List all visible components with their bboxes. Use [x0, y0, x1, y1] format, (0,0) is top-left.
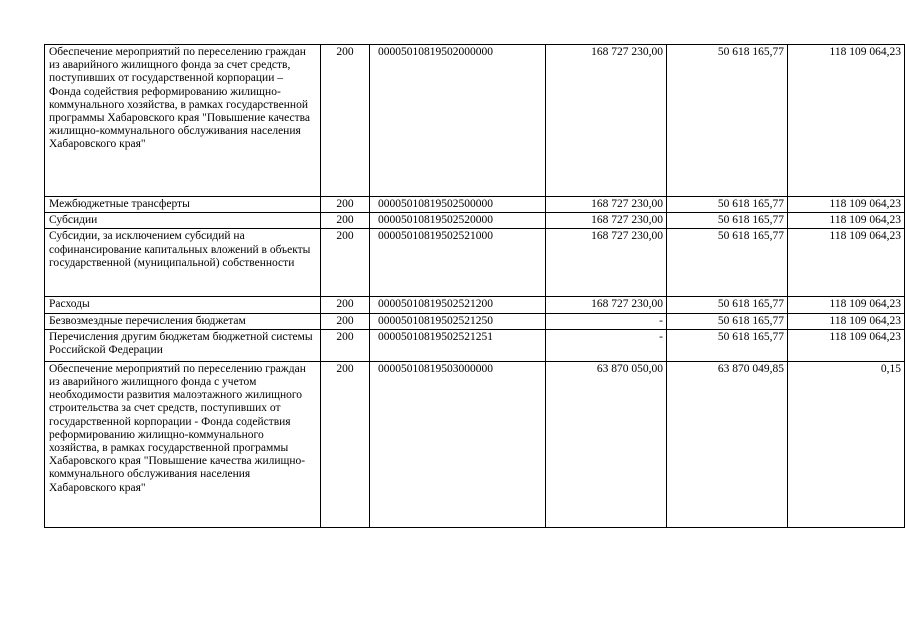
row-approved-amount: 168 727 230,00: [546, 197, 667, 213]
row-unexecuted-amount: 118 109 064,23: [788, 197, 905, 213]
row-executed-amount: 63 870 049,85: [667, 361, 788, 527]
row-unexecuted-amount: 118 109 064,23: [788, 313, 905, 329]
row-unexecuted-amount: 0,15: [788, 361, 905, 527]
row-unexecuted-amount: 118 109 064,23: [788, 45, 905, 197]
budget-table-page: [44, 44, 905, 528]
row-line-code: 200: [321, 329, 370, 361]
budget-execution-table: [44, 44, 905, 528]
table-row: [45, 229, 905, 297]
row-line-code: 200: [321, 361, 370, 527]
row-line-code: 200: [321, 197, 370, 213]
row-approved-amount: 168 727 230,00: [546, 297, 667, 313]
row-line-code: 200: [321, 297, 370, 313]
row-name: Перечисления другим бюджетам бюджетной системы Российской Федерации: [45, 329, 321, 361]
row-unexecuted-amount: 118 109 064,23: [788, 213, 905, 229]
row-name: Безвозмездные перечисления бюджетам: [45, 313, 321, 329]
row-approved-amount: -: [546, 329, 667, 361]
row-line-code: 200: [321, 229, 370, 297]
row-name: Субсидии: [45, 213, 321, 229]
row-executed-amount: 50 618 165,77: [667, 297, 788, 313]
row-executed-amount: 50 618 165,77: [667, 213, 788, 229]
row-line-code: 200: [321, 45, 370, 197]
table-row: [45, 313, 905, 329]
row-approved-amount: -: [546, 313, 667, 329]
row-name: Обеспечение мероприятий по переселению граждан из аварийного жилищного фонда за счет средств, поступивших от государственной корпорации – Фонда содействия реформированию жилищно-коммунального хозяйства, в рамках государственной программы Хабаровского края "Повышение качества жилищно-коммунального обслуживания населения Хабаровского края": [45, 45, 321, 197]
row-name: Субсидии, за исключением субсидий на софинансирование капитальных вложений в объекты государственной (муниципальной) собственности: [45, 229, 321, 297]
row-budget-code: 00005010819502521200: [370, 297, 546, 313]
row-executed-amount: 50 618 165,77: [667, 45, 788, 197]
row-unexecuted-amount: 118 109 064,23: [788, 229, 905, 297]
row-name: Межбюджетные трансферты: [45, 197, 321, 213]
row-unexecuted-amount: 118 109 064,23: [788, 329, 905, 361]
row-line-code: 200: [321, 313, 370, 329]
row-budget-code: 00005010819502500000: [370, 197, 546, 213]
row-executed-amount: 50 618 165,77: [667, 313, 788, 329]
row-unexecuted-amount: 118 109 064,23: [788, 297, 905, 313]
row-approved-amount: 168 727 230,00: [546, 229, 667, 297]
row-name: Обеспечение мероприятий по переселению граждан из аварийного жилищного фонда с учетом необходимости развития малоэтажного жилищного строительства за счет средств, поступивших от государственной корпорации - Фонда содействия реформированию жилищно-коммунального хозяйства, в рамках государственной программы Хабаровского края "Повышение качества жилищно-коммунального обслуживания населения Хабаровского края": [45, 361, 321, 527]
table-row: [45, 45, 905, 197]
row-name: Расходы: [45, 297, 321, 313]
row-approved-amount: 168 727 230,00: [546, 213, 667, 229]
row-line-code: 200: [321, 213, 370, 229]
row-budget-code: 00005010819503000000: [370, 361, 546, 527]
table-row: [45, 213, 905, 229]
row-approved-amount: 168 727 230,00: [546, 45, 667, 197]
row-approved-amount: 63 870 050,00: [546, 361, 667, 527]
row-budget-code: 00005010819502520000: [370, 213, 546, 229]
row-budget-code: 00005010819502521000: [370, 229, 546, 297]
table-row: [45, 361, 905, 527]
row-budget-code: 00005010819502521251: [370, 329, 546, 361]
row-executed-amount: 50 618 165,77: [667, 197, 788, 213]
row-executed-amount: 50 618 165,77: [667, 229, 788, 297]
table-row: [45, 297, 905, 313]
table-row: [45, 329, 905, 361]
row-budget-code: 00005010819502521250: [370, 313, 546, 329]
row-executed-amount: 50 618 165,77: [667, 329, 788, 361]
table-row: [45, 197, 905, 213]
row-budget-code: 00005010819502000000: [370, 45, 546, 197]
